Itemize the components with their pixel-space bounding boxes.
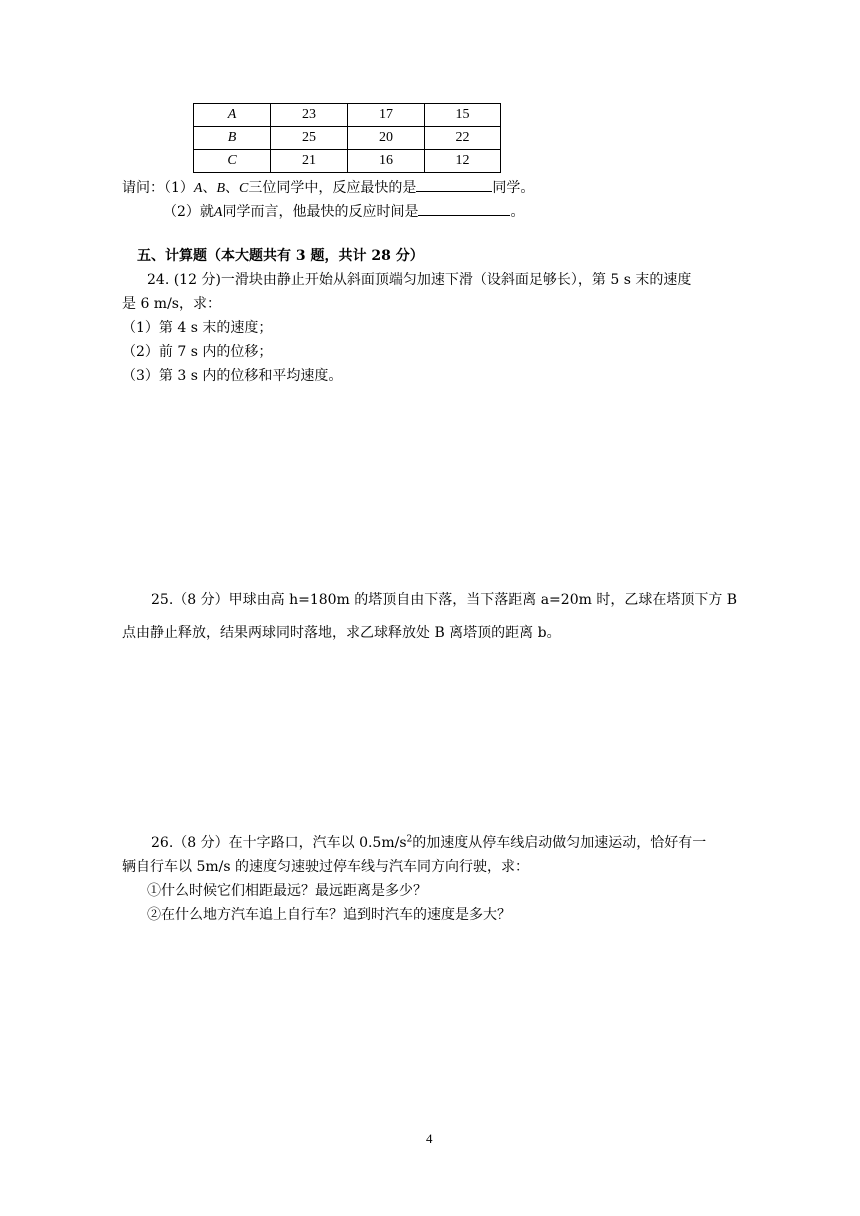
q24-line2: 是 6 m/s，求： [122, 296, 221, 312]
page-number: 4 [426, 1131, 433, 1146]
student-a: A [213, 205, 223, 220]
q23-sub2-mid: 同学而言，他最快的反应时间是 [222, 204, 419, 220]
q25-line2: 点由静止释放，结果两球同时落地，求乙球释放处 B 离塔顶的距离 b。 [122, 625, 561, 641]
table-cell: 20 [348, 127, 425, 150]
sep: 、 [225, 180, 240, 196]
q26-sub1: ①什么时候它们相距最远？最远距离是多少？ [147, 883, 427, 899]
q26-line1-b: 的加速度从停车线启动做匀加速运动，恰好有一 [412, 835, 707, 851]
table-cell: 22 [425, 127, 501, 150]
q24-sub2: （2）前 7 s 内的位移； [122, 344, 273, 360]
student-c: C [239, 181, 249, 196]
q26-sub2: ②在什么地方汽车追上自行车？追到时汽车的速度是多大？ [147, 907, 511, 923]
q25-line1: 25.（8 分）甲球由高 h=180m 的塔顶自由下落，当下落距离 a=20m 时，乙球在塔顶下方 B [151, 592, 738, 608]
q23-ask-mid: 三位同学中，反应最快的是 [248, 180, 417, 196]
q23-sub2-suffix: 。 [510, 204, 525, 220]
sep: 、 [202, 180, 217, 196]
q24-sub3: （3）第 3 s 内的位移和平均速度。 [122, 368, 343, 384]
table-cell: 25 [271, 127, 348, 150]
student-a: A [193, 181, 203, 196]
superscript: 2 [406, 834, 413, 845]
table-cell: 23 [271, 104, 348, 127]
student-b: B [216, 181, 226, 196]
q24-sub1: （1）第 4 s 末的速度； [122, 320, 273, 336]
q26-line2: 辆自行车以 5m/s 的速度匀速驶过停车线与汽车同方向行驶，求： [122, 859, 529, 875]
section-heading: 五、计算题（本大题共有 3 题，共计 28 分） [137, 248, 424, 264]
table-cell: B [194, 127, 271, 150]
q23-sub1 [122, 177, 534, 197]
q26-line1 [151, 832, 706, 852]
q23-sub2 [163, 201, 524, 221]
q23-ask-prefix: 请问：（1） [122, 180, 194, 196]
table-cell: 15 [425, 104, 501, 127]
q23-sub2-prefix: （2）就 [163, 204, 214, 220]
reaction-time-table [193, 103, 501, 173]
table-cell: C [194, 150, 271, 173]
answer-blank [418, 201, 510, 216]
table-cell: A [194, 104, 271, 127]
table-cell: 16 [348, 150, 425, 173]
table-row [194, 150, 501, 173]
q23-ask-suffix: 同学。 [492, 180, 535, 196]
answer-blank [416, 177, 492, 192]
table-cell: 21 [271, 150, 348, 173]
table-cell: 12 [425, 150, 501, 173]
q26-line1-a: 26.（8 分）在十字路口，汽车以 0.5m/s [151, 835, 407, 851]
q24-line1: 24. (12 分)一滑块由静止开始从斜面顶端匀加速下滑（设斜面足够长），第 5 s 末的速度 [147, 272, 692, 288]
table-row [194, 104, 501, 127]
table-cell: 17 [348, 104, 425, 127]
table-row [194, 127, 501, 150]
